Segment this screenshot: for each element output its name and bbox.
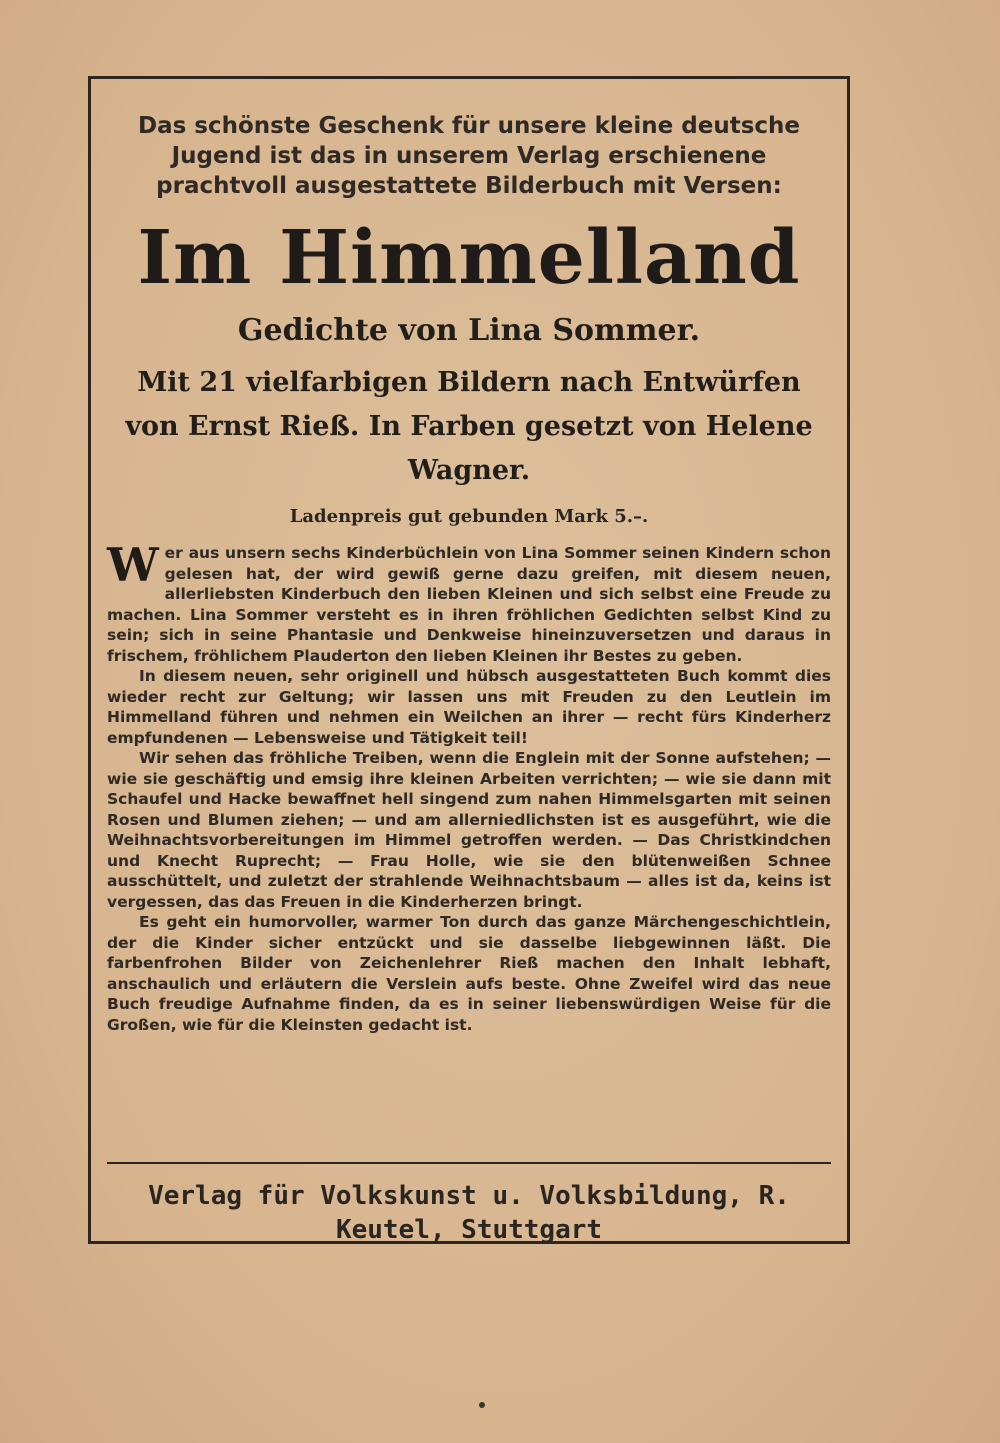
book-subtitle: Gedichte von Lina Sommer. <box>237 313 701 348</box>
divider <box>107 1162 831 1164</box>
illustrations-credit: Mit 21 vielfarbigen Bildern nach Entwürfen von Ernst Rieß. In Farben gesetzt von Helene Wagner. <box>125 367 813 486</box>
description-body <box>107 538 831 1035</box>
paragraph-text: er aus unsern sechs Kinderbüchlein von Lina Sommer seinen Kindern schon gelesen hat, der wird gewiß gerne dazu greifen, mit diesem neuen, allerliebsten Kinderbuch den lieben Kleinen und sich selbst eine Freude zu machen. Lina Sommer versteht es in ihren fröhlichen Gedichten selbst Kind zu sein; sich in seine Phantasie und Denkweise hineinzuversetzen und daraus in frischem, fröhlichem Plauderton den lieben Kleinen ihr Bestes zu geben. <box>107 544 831 665</box>
page-mark <box>479 1402 485 1408</box>
paragraph: Es geht ein humorvoller, warmer Ton durch das ganze Märchengeschichtlein, der die Kinder sicher entzückt und sie dasselbe liebgewinnen läßt. Die farbenfrohen Bilder von Zeichenlehrer Rieß machen den Inhalt lebhaft, anschaulich und erläutern die Verslein aufs beste. Ohne Zweifel wird das neue Buch freudige Aufnahme finden, da es in seiner liebenswürdigen Weise für die Großen, wie für die Kleinsten gedacht ist. <box>107 913 831 1034</box>
paragraph: In diesem neuen, sehr originell und hübsch ausgestatteten Buch kommt dies wieder recht zur Geltung; wir lassen uns mit Freuden zu den Leutlein im Himmelland führen und nehmen ein Weilchen an ihrer — recht fürs Kinderherz empfundenen — Lebensweise und Tätigkeit teil! <box>107 667 831 747</box>
price-line: Ladenpreis gut gebunden Mark 5.–. <box>289 506 649 527</box>
paragraph <box>107 538 831 666</box>
intro-text: Das schönste Geschenk für unsere kleine deutsche Jugend ist das in unserem Verlag erschienene prachtvoll ausgestattete Bilderbuch mit Versen: <box>137 113 800 199</box>
advert-frame <box>88 76 850 1244</box>
paragraph: Wir sehen das fröhliche Treiben, wenn die Englein mit der Sonne aufstehen; — wie sie geschäftig und emsig ihre kleinen Arbeiten verrichten; — wie sie dann mit Schaufel und Hacke bewaffnet hell singend zum nahen Himmelsgarten mit seinen Rosen und Blumen ziehen; — und am allerniedlichsten ist es ausgeführt, wie die Weihnachtsvorbereitungen im Himmel getroffen werden. — Das Christkindchen und Knecht Ruprecht; — Frau Holle, wie sie den blütenweißen Schnee ausschüttelt, und zuletzt der strahlende Weihnachtsbaum — alles ist da, keins ist vergessen, das das Freuen in die Kinderherzen bringt. <box>107 749 831 911</box>
book-title: Im Himmelland <box>137 215 801 301</box>
publisher-line: Verlag für Volkskunst u. Volksbildung, R. Keutel, Stuttgart <box>148 1181 790 1245</box>
advert-content <box>91 79 847 1245</box>
drop-cap: W <box>107 538 159 592</box>
